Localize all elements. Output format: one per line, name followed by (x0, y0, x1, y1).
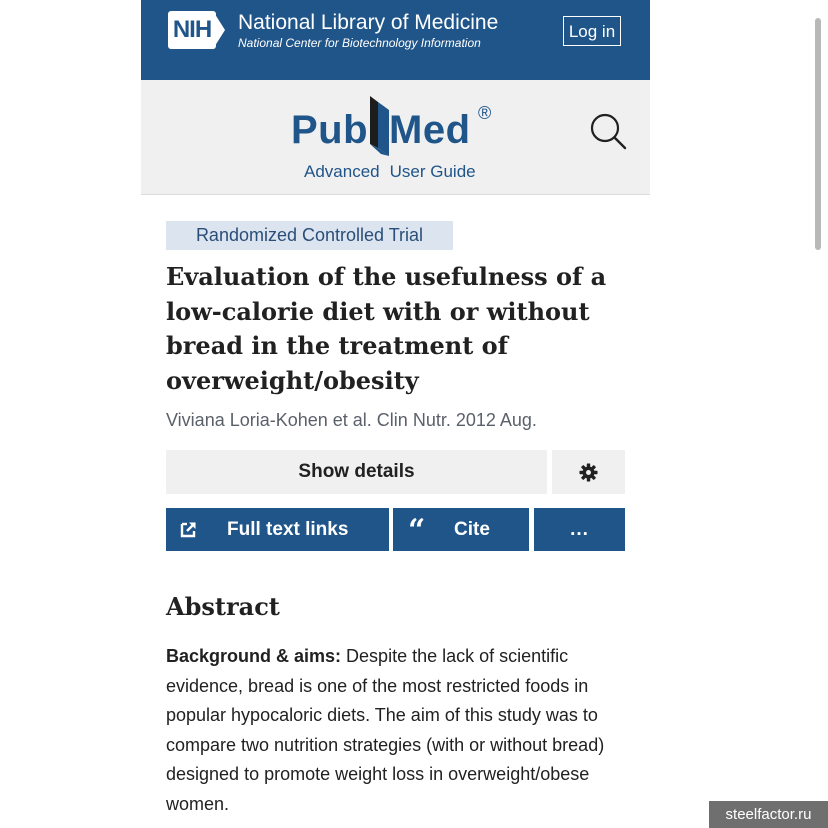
page (141, 0, 650, 828)
article-title: Evaluation of the usefulness of a low-calorie diet with or without bread in the treatment of overweight/obesity (166, 262, 607, 395)
more-actions-label: ... (570, 519, 589, 540)
pubmed-links (304, 162, 476, 182)
nih-title[interactable]: National Library of Medicine (238, 11, 499, 34)
quote-icon: “ (408, 513, 426, 548)
pubmed-logo-pub: Pub (291, 108, 369, 152)
publication-type-badge[interactable]: Randomized Controlled Trial (166, 221, 453, 250)
search-icon[interactable] (590, 113, 628, 151)
show-details-button[interactable]: Show details (166, 450, 547, 494)
registered-mark: ® (478, 103, 492, 123)
watermark: steelfactor.ru (709, 801, 828, 828)
scrollbar[interactable] (815, 18, 821, 250)
pubmed-logo[interactable] (291, 90, 501, 160)
user-guide-link[interactable]: User Guide (389, 162, 476, 181)
nih-logo[interactable]: NIH (168, 11, 216, 49)
cite-button[interactable] (393, 508, 529, 551)
abstract-heading: Abstract (166, 592, 280, 621)
display-options-button[interactable] (552, 450, 625, 494)
login-button[interactable]: Log in (563, 16, 621, 46)
nih-subtitle: National Center for Biotechnology Information (238, 36, 481, 50)
abstract-body (166, 642, 636, 819)
advanced-link[interactable]: Advanced (304, 162, 380, 181)
article-citation[interactable]: Viviana Loria-Kohen et al. Clin Nutr. 2012 Aug. (166, 410, 537, 430)
more-actions-button[interactable] (534, 508, 625, 551)
abstract-section-label: Background & aims: (166, 646, 342, 666)
cite-label: Cite (454, 519, 490, 540)
pubmed-logo-med: Med (389, 108, 471, 152)
full-text-links-label: Full text links (227, 519, 349, 540)
abstract-section-text: Despite the lack of scientific evidence, bread is one of the most restricted foods in popular hypocaloric diets. The aim of this study was to compare two nutrition strategies (with or without bread) designed to promote weight loss in overweight/obese women. (166, 646, 605, 814)
gear-icon (579, 463, 598, 482)
nih-logo-tip (213, 11, 225, 49)
pubmed-header (141, 80, 650, 195)
full-text-links-button[interactable] (166, 508, 389, 551)
nih-header (141, 0, 650, 80)
external-link-icon (180, 521, 197, 538)
